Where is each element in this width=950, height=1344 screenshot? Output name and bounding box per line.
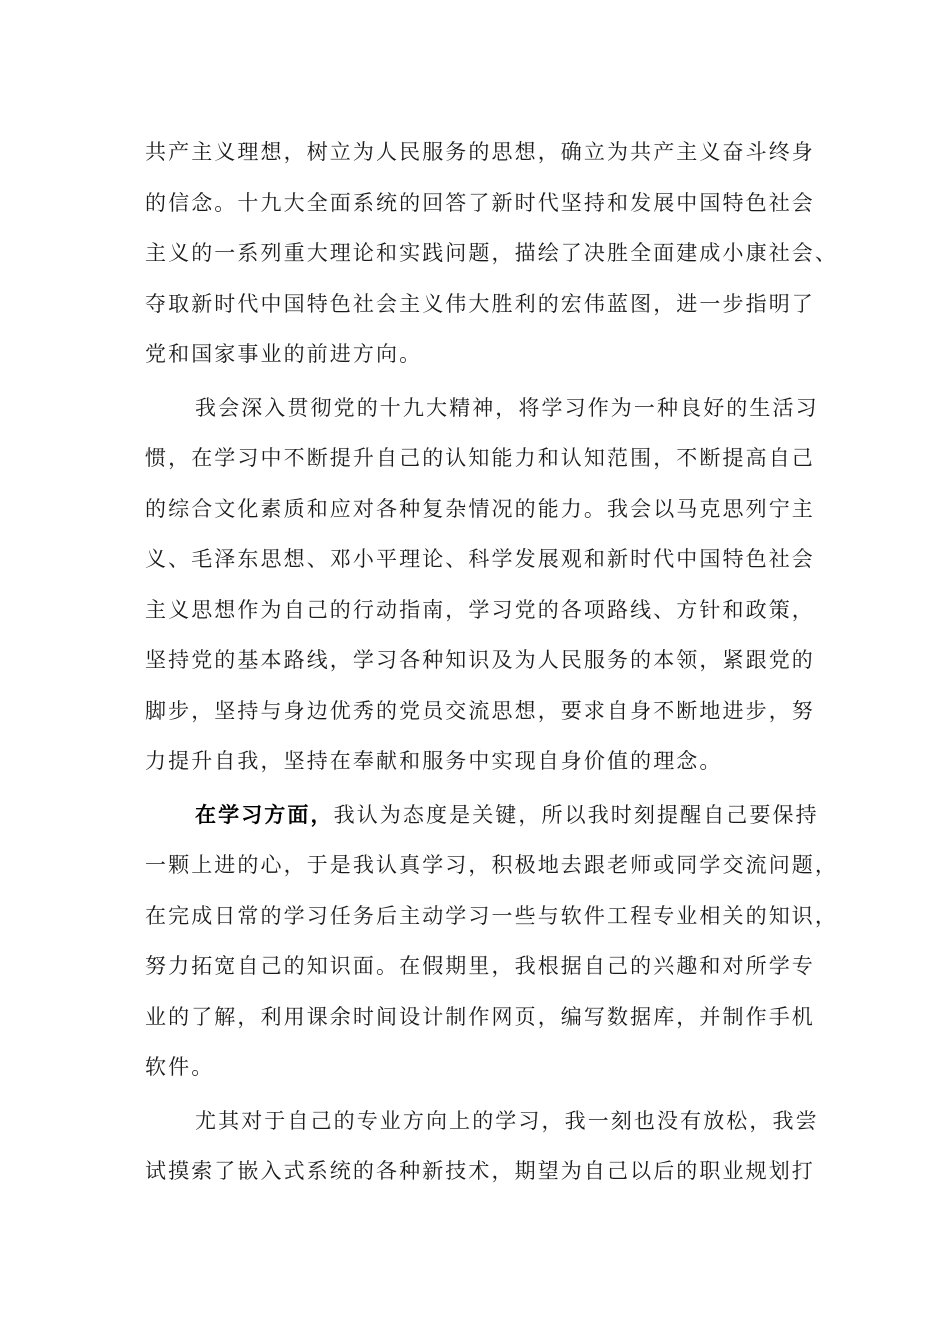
paragraph-2-line-7: 脚步，坚持与身边优秀的党员交流思想，要求自身不断地进步，努 — [145, 698, 815, 723]
paragraph-2-line-5: 主义思想作为自己的行动指南，学习党的各项路线、方针和政策， — [145, 597, 815, 622]
paragraph-3-line-1 — [145, 793, 825, 844]
paragraph-1-line-3: 主义的一系列重大理论和实践问题，描绘了决胜全面建成小康社会、 — [145, 241, 838, 265]
document-body — [145, 130, 838, 1200]
paragraph-1-line-5: 党和国家事业的前进方向。 — [145, 342, 423, 366]
paragraph-1-line-2: 的信念。十九大全面系统的回答了新时代坚持和发展中国特色社会 — [145, 190, 815, 215]
paragraph-4-line-1: 尤其对于自己的专业方向上的学习，我一刻也没有放松，我尝 — [195, 1108, 819, 1133]
paragraph-3-line-2: 一颗上进的心，于是我认真学习，积极地去跟老师或同学交流问题， — [145, 853, 838, 877]
paragraph-3-line-3: 在完成日常的学习任务后主动学习一些与软件工程专业相关的知识， — [145, 903, 838, 928]
paragraph-2-line-3: 的综合文化素质和应对各种复杂情况的能力。我会以马克思列宁主 — [145, 496, 815, 521]
paragraph-2-line-6: 坚持党的基本路线，学习各种知识及为人民服务的本领，紧跟党的 — [145, 648, 815, 672]
paragraph-2-line-2: 惯，在学习中不断提升自己的认知能力和认知范围，不断提高自己 — [145, 446, 815, 470]
paragraph-3-line-6: 软件。 — [145, 1055, 215, 1079]
paragraph-1-line-4: 夺取新时代中国特色社会主义伟大胜利的宏伟蓝图，进一步指明了 — [145, 291, 815, 316]
paragraph-4-line-2: 试摸索了嵌入式系统的各种新技术，期望为自己以后的职业规划打 — [145, 1159, 815, 1183]
section-heading-study: 在学习方面， — [195, 801, 334, 827]
paragraph-3-line-1-text: 我认为态度是关键，所以我时刻提醒自己要保持 — [333, 802, 819, 827]
paragraph-3-line-5: 业的了解，利用课余时间设计制作网页，编写数据库，并制作手机 — [145, 1004, 815, 1029]
paragraph-2-line-1: 我会深入贯彻党的十九大精神，将学习作为一种良好的生活习 — [195, 395, 819, 420]
paragraph-2-line-8: 力提升自我，坚持在奉献和服务中实现自身价值的理念。 — [145, 749, 723, 773]
paragraph-3-line-4: 努力拓宽自己的知识面。在假期里，我根据自己的兴趣和对所学专 — [145, 954, 815, 978]
paragraph-1-line-1: 共产主义理想，树立为人民服务的思想，确立为共产主义奋斗终身 — [145, 140, 815, 164]
paragraph-2-line-4: 义、毛泽东思想、邓小平理论、科学发展观和新时代中国特色社会 — [145, 547, 815, 571]
